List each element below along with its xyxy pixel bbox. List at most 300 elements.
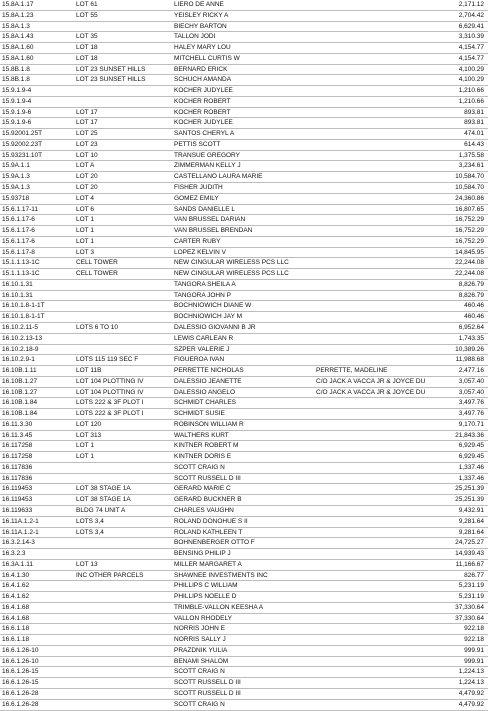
owner-name-cell: SANDS DANIELLE L (174, 205, 236, 213)
table-row (0, 431, 488, 442)
parcel-id-cell: 16.11A.1.2-1 (2, 517, 39, 525)
owner-name-cell: GERARD MARIE C (174, 485, 231, 493)
parcel-id-cell: 16.6.1.26-15 (2, 679, 39, 687)
amount-cell: 2,704.42 (458, 11, 484, 19)
lot-description-cell: LOT 38 STAGE 1A (76, 496, 131, 504)
amount-cell: 922.18 (464, 625, 484, 633)
owner-name-cell: KINTNER ROBERT M (174, 442, 239, 450)
care-of-cell: C/O JACK A VACCA JR & JOYCE DU (316, 377, 426, 385)
amount-cell: 4,100.29 (458, 65, 484, 73)
parcel-id-cell: 16.10B.1.27 (2, 377, 38, 385)
table-row (0, 409, 488, 420)
amount-cell: 893.81 (464, 119, 484, 127)
lot-description-cell: LOT 23 SUNSET HILLS (76, 76, 146, 84)
table-row (0, 506, 488, 517)
parcel-id-cell: 16.3A.1.11 (2, 560, 33, 568)
parcel-id-cell: 16.11.3.30 (2, 420, 33, 428)
owner-name-cell: CHARLES VAUGHN (174, 506, 234, 514)
parcel-id-cell: 16.4.1.62 (2, 593, 30, 601)
owner-name-cell: TANGORA SHEILA A (174, 280, 236, 288)
amount-cell: 1,224.13 (458, 679, 484, 687)
table-row (0, 667, 488, 678)
owner-name-cell: FIGUEROA IVAN (174, 356, 225, 364)
amount-cell: 3,234.61 (458, 162, 484, 170)
parcel-id-cell: 15.6.1.17-6 (2, 237, 35, 245)
table-row (0, 581, 488, 592)
table-row (0, 43, 488, 54)
table-row (0, 635, 488, 646)
owner-name-cell: KOCHER ROBERT (174, 108, 231, 116)
amount-cell: 16,752.29 (455, 237, 484, 245)
amount-cell: 16,807.65 (455, 205, 484, 213)
parcel-id-cell: 16.10.2.18-9 (2, 345, 39, 353)
amount-cell: 5,231.19 (458, 582, 484, 590)
owner-name-cell: SCHUCH AMANDA (174, 76, 232, 84)
amount-cell: 6,929.45 (458, 453, 484, 461)
parcel-id-cell: 16.10.2.9-1 (2, 356, 35, 364)
lot-description-cell: LOT 25 (76, 130, 98, 138)
lot-description-cell: LOTS 222 & 3F PLOT I (76, 410, 144, 418)
amount-cell: 3,310.39 (458, 33, 484, 41)
lot-description-cell: LOT 4 (76, 194, 94, 202)
owner-name-cell: NORRIS JOHN E (174, 625, 225, 633)
parcel-id-cell: 15.93231.10T (2, 151, 43, 159)
owner-name-cell: SCHMIDT CHARLES (174, 399, 237, 407)
table-row (0, 334, 488, 345)
table-row (0, 420, 488, 431)
parcel-id-cell: 16.4.1.68 (2, 603, 30, 611)
lot-description-cell: LOT 35 (76, 33, 98, 41)
table-row (0, 226, 488, 237)
amount-cell: 25,251.39 (455, 496, 484, 504)
table-row (0, 388, 488, 399)
parcel-id-cell: 15.92002.23T (2, 140, 43, 148)
table-row (0, 528, 488, 539)
table-row (0, 237, 488, 248)
amount-cell: 37,330.64 (455, 614, 484, 622)
table-row (0, 269, 488, 280)
parcel-id-cell: 15.92001.25T (2, 130, 43, 138)
table-row (0, 118, 488, 129)
owner-name-cell: SCOTT CRAIG N (174, 668, 225, 676)
owner-name-cell: SCOTT RUSSELL D III (174, 679, 241, 687)
owner-name-cell: BENAMI SHALOM (174, 657, 229, 665)
parcel-id-cell: 16.10.1.8-1-1T (2, 302, 45, 310)
owner-name-cell: SHAWNEE INVESTMENTS INC (174, 571, 268, 579)
table-row (0, 592, 488, 603)
parcel-id-cell: 16.4.1.62 (2, 582, 30, 590)
parcel-id-cell: 15.9.1.9-6 (2, 108, 32, 116)
owner-name-cell: TANGORA JOHN P (174, 291, 231, 299)
owner-name-cell: BERNARD ERICK (174, 65, 228, 73)
parcel-id-cell: 15.8A.1.43 (2, 33, 34, 41)
table-row (0, 215, 488, 226)
lot-description-cell: LOT 20 (76, 173, 98, 181)
owner-name-cell: ROLAND KATHLEEN T (174, 528, 243, 536)
owner-name-cell: VAN BRUSSEL BRENDAN (174, 227, 253, 235)
owner-name-cell: SANTOS CHERYL A (174, 130, 235, 138)
owner-name-cell: KOCHER JUDYLEE (174, 119, 233, 127)
table-row (0, 86, 488, 97)
amount-cell: 6,952.64 (458, 323, 484, 331)
amount-cell: 999.91 (464, 646, 484, 654)
parcel-id-cell: 16.117836 (2, 463, 33, 471)
parcel-id-cell: 15.9.1.9-4 (2, 97, 32, 105)
lot-description-cell: LOT 11B (76, 367, 102, 375)
table-row (0, 678, 488, 689)
care-of-cell: C/O JACK A VACCA JR & JOYCE DU (316, 388, 426, 396)
table-row (0, 657, 488, 668)
amount-cell: 6,629.41 (458, 22, 484, 30)
amount-cell: 2,477.16 (458, 367, 484, 375)
amount-cell: 3,497.76 (458, 399, 484, 407)
lot-description-cell: LOT 10 (76, 151, 98, 159)
lot-description-cell: LOT 23 (76, 140, 98, 148)
owner-name-cell: DALESSIO GIOVANNI B JR (174, 323, 256, 331)
care-of-cell: PERRETTE, MADELINE (316, 367, 388, 375)
amount-cell: 1,210.66 (458, 87, 484, 95)
amount-cell: 999.91 (464, 657, 484, 665)
owner-name-cell: BOCHNIOWICH JAY M (174, 313, 243, 321)
amount-cell: 14,939.43 (455, 550, 484, 558)
amount-cell: 826.77 (464, 571, 484, 579)
owner-name-cell: SZPER VALERIE J (174, 345, 230, 353)
lot-description-cell: LOT 55 (76, 11, 98, 19)
amount-cell: 9,170.71 (458, 420, 484, 428)
amount-cell: 4,479.92 (458, 700, 484, 708)
amount-cell: 21,843.36 (455, 431, 484, 439)
parcel-id-cell: 15.6.1.17-6 (2, 227, 35, 235)
parcel-id-cell: 15.9.1.9-6 (2, 119, 32, 127)
parcel-id-cell: 16.10B.1.84 (2, 410, 38, 418)
owner-name-cell: NEW CINGULAR WIRELESS PCS LLC (174, 259, 289, 267)
table-row (0, 0, 488, 11)
parcel-id-cell: 15.6.1.17-8 (2, 248, 35, 256)
lot-description-cell: LOT 17 (76, 108, 98, 116)
owner-name-cell: YEISLEY RICKY A (174, 11, 229, 19)
owner-name-cell: GERARD BUCKNER B (174, 496, 242, 504)
lot-description-cell: LOT 313 (76, 431, 102, 439)
owner-name-cell: CARTER RUBY (174, 237, 221, 245)
table-row (0, 22, 488, 33)
amount-cell: 9,281.64 (458, 517, 484, 525)
owner-name-cell: LEWIS CARLEAN R (174, 334, 234, 342)
lot-description-cell: CELL TOWER (76, 259, 118, 267)
lot-description-cell: LOT 120 (76, 420, 102, 428)
table-row (0, 646, 488, 657)
table-row (0, 366, 488, 377)
table-row (0, 484, 488, 495)
table-row (0, 151, 488, 162)
owner-name-cell: LOPEZ KELVIN V (174, 248, 226, 256)
owner-name-cell: HALEY MARY LOU (174, 44, 231, 52)
parcel-id-cell: 16.10.2.11-5 (2, 323, 39, 331)
amount-cell: 474.01 (464, 130, 484, 138)
table-row (0, 700, 488, 711)
lot-description-cell: LOTS 3,4 (76, 517, 104, 525)
parcel-id-cell: 15.9A.1.1 (2, 162, 30, 170)
amount-cell: 1,337.46 (458, 474, 484, 482)
amount-cell: 4,479.92 (458, 690, 484, 697)
owner-name-cell: SCHMIDT SUSIE (174, 410, 225, 418)
amount-cell: 1,375.58 (458, 151, 484, 159)
table-row (0, 248, 488, 259)
table-row (0, 538, 488, 549)
amount-cell: 1,210.66 (458, 97, 484, 105)
table-row (0, 345, 488, 356)
amount-cell: 3,497.76 (458, 410, 484, 418)
amount-cell: 6,929.45 (458, 442, 484, 450)
owner-name-cell: ROBINSON WILLIAM R (174, 420, 244, 428)
table-row (0, 441, 488, 452)
parcel-id-cell: 16.10B.1.27 (2, 388, 38, 396)
parcel-id-cell: 15.9A.1.3 (2, 173, 30, 181)
table-row (0, 517, 488, 528)
parcel-id-cell: 16.6.1.26-28 (2, 690, 39, 697)
lot-description-cell: LOT 104 PLOTTING IV (76, 388, 144, 396)
table-row (0, 291, 488, 302)
table-row (0, 97, 488, 108)
parcel-id-cell: 16.6.1.26-10 (2, 646, 39, 654)
amount-cell: 24,725.27 (455, 539, 484, 547)
amount-cell: 460.46 (464, 302, 484, 310)
table-row (0, 312, 488, 323)
amount-cell: 1,337.46 (458, 463, 484, 471)
parcel-id-cell: 15.8B.1.8 (2, 76, 30, 84)
lot-description-cell: LOT 3 (76, 248, 94, 256)
owner-name-cell: CASTELLANO LAURA MARIE (174, 173, 263, 181)
lot-description-cell: LOT A (76, 162, 95, 170)
amount-cell: 3,057.40 (458, 388, 484, 396)
parcel-id-cell: 16.4.1.30 (2, 571, 30, 579)
amount-cell: 4,100.29 (458, 76, 484, 84)
table-row (0, 54, 488, 65)
owner-name-cell: PHILLIPS C WILLIAM (174, 582, 238, 590)
owner-name-cell: WALTHERS KURT (174, 431, 229, 439)
owner-name-cell: PETTIS SCOTT (174, 140, 221, 148)
amount-cell: 8,826.79 (458, 280, 484, 288)
owner-name-cell: KOCHER ROBERT (174, 97, 231, 105)
parcel-id-cell: 16.119453 (2, 496, 33, 504)
amount-cell: 922.18 (464, 636, 484, 644)
parcel-id-cell: 16.6.1.26-15 (2, 668, 39, 676)
amount-cell: 614.43 (464, 140, 484, 148)
table-row (0, 452, 488, 463)
table-row (0, 108, 488, 119)
lot-description-cell: LOT 1 (76, 237, 94, 245)
parcel-id-cell: 15.8B.1.8 (2, 65, 30, 73)
table-row (0, 301, 488, 312)
table-row (0, 161, 488, 172)
amount-cell: 22,244.08 (455, 259, 484, 267)
amount-cell: 10,389.26 (455, 345, 484, 353)
lot-description-cell: LOT 38 STAGE 1A (76, 485, 131, 493)
amount-cell: 1,224.13 (458, 668, 484, 676)
lot-description-cell: LOTS 6 TO 10 (76, 323, 119, 331)
table-row (0, 560, 488, 571)
amount-cell: 24,360.86 (455, 194, 484, 202)
lot-description-cell: LOT 104 PLOTTING IV (76, 377, 144, 385)
parcel-id-cell: 16.119453 (2, 485, 33, 493)
parcel-id-cell: 16.6.1.18 (2, 625, 30, 633)
amount-cell: 5,231.19 (458, 593, 484, 601)
owner-name-cell: SCOTT CRAIG N (174, 463, 225, 471)
table-row (0, 183, 488, 194)
table-row (0, 129, 488, 140)
parcel-id-cell: 16.4.1.68 (2, 614, 30, 622)
table-row (0, 280, 488, 291)
owner-name-cell: BOHNENBERGER OTTO F (174, 539, 255, 547)
parcel-id-cell: 15.8A.1.60 (2, 44, 34, 52)
parcel-id-cell: 16.10.2.13-13 (2, 334, 43, 342)
lot-description-cell: LOT 61 (76, 1, 98, 8)
owner-name-cell: KINTNER DORIS E (174, 453, 232, 461)
owner-name-cell: FISHER JUDITH (174, 184, 223, 192)
table-row (0, 258, 488, 269)
parcel-id-cell: 16.10.1.31 (2, 280, 33, 288)
owner-name-cell: SCOTT RUSSELL D III (174, 690, 241, 697)
table-row (0, 377, 488, 388)
owner-name-cell: PERRETTE NICHOLAS (174, 367, 244, 375)
amount-cell: 16,752.29 (455, 227, 484, 235)
owner-name-cell: GOMEZ EMILY (174, 194, 219, 202)
parcel-id-cell: 16.117258 (2, 442, 33, 450)
table-row (0, 140, 488, 151)
lot-description-cell: LOT 17 (76, 119, 98, 127)
lot-description-cell: LOT 1 (76, 453, 94, 461)
lot-description-cell: LOT 13 (76, 560, 98, 568)
lot-description-cell: LOT 23 SUNSET HILLS (76, 65, 146, 73)
owner-name-cell: LIERO DE ANNE (174, 1, 224, 8)
lot-description-cell: INC OTHER PARCELS (76, 571, 144, 579)
amount-cell: 460.46 (464, 313, 484, 321)
parcel-id-cell: 16.10B.1.11 (2, 367, 37, 375)
parcel-id-cell: 16.117258 (2, 453, 33, 461)
amount-cell: 10,584.70 (455, 173, 484, 181)
parcel-id-cell: 15.6.1.17-6 (2, 216, 35, 224)
table-row (0, 624, 488, 635)
parcel-id-cell: 16.119633 (2, 506, 33, 514)
lot-description-cell: LOT 18 (76, 44, 98, 52)
owner-name-cell: NEW CINGULAR WIRELESS PCS LLC (174, 270, 289, 278)
amount-cell: 16,752.29 (455, 216, 484, 224)
table-row (0, 75, 488, 86)
table-row (0, 614, 488, 625)
amount-cell: 4,154.77 (458, 44, 484, 52)
lot-description-cell: LOTS 115 119 SEC F (76, 356, 139, 364)
table-row (0, 65, 488, 76)
table-row (0, 323, 488, 334)
parcel-id-cell: 16.10.1.31 (2, 291, 33, 299)
parcel-id-cell: 15.8A.1.60 (2, 54, 34, 62)
table-row (0, 603, 488, 614)
owner-name-cell: VAN BRUSSEL DARIAN (174, 216, 246, 224)
parcel-id-cell: 15.93718 (2, 194, 30, 202)
owner-name-cell: BOCHNIOWICH DIANE W (174, 302, 252, 310)
lot-description-cell: LOT 18 (76, 54, 98, 62)
owner-name-cell: DALESSIO ANGELO (174, 388, 236, 396)
lot-description-cell: LOT 20 (76, 184, 98, 192)
table-row (0, 398, 488, 409)
amount-cell: 37,330.64 (455, 603, 484, 611)
table-row (0, 474, 488, 485)
parcel-id-cell: 15.6.1.17-11 (2, 205, 39, 213)
owner-name-cell: SCOTT RUSSELL D III (174, 474, 241, 482)
owner-name-cell: TALLON JODI (174, 33, 216, 41)
owner-name-cell: TRIMBLE-VALLON KEESHA A (174, 603, 264, 611)
amount-cell: 3,057.40 (458, 377, 484, 385)
owner-name-cell: BIECHY BARTON (174, 22, 227, 30)
parcel-id-cell: 15.1.1.13-1C (2, 270, 40, 278)
amount-cell: 10,584.70 (455, 184, 484, 192)
parcel-id-cell: 16.11A.1.2-1 (2, 528, 39, 536)
parcel-id-cell: 16.6.1.26-10 (2, 657, 39, 665)
table-row (0, 495, 488, 506)
owner-name-cell: ROLAND DONOHUE S II (174, 517, 248, 525)
amount-cell: 11,988.68 (455, 356, 484, 364)
table-row (0, 463, 488, 474)
lot-description-cell: LOT 1 (76, 442, 94, 450)
lot-description-cell: LOTS 222 & 3F PLOT I (76, 399, 144, 407)
amount-cell: 22,244.08 (455, 270, 484, 278)
amount-cell: 11,166.67 (455, 560, 484, 568)
parcel-id-cell: 15.9A.1.3 (2, 184, 30, 192)
parcel-id-cell: 16.10.1.8-1-1T (2, 313, 45, 321)
owner-name-cell: DALESSIO JEANETTE (174, 377, 242, 385)
owner-name-cell: MILLER MARGARET A (174, 560, 242, 568)
parcel-id-cell: 16.11.3.45 (2, 431, 33, 439)
amount-cell: 14,845.95 (455, 248, 484, 256)
lot-description-cell: LOT 6 (76, 205, 94, 213)
amount-cell: 893.81 (464, 108, 484, 116)
parcel-id-cell: 15.9.1.9-4 (2, 87, 32, 95)
amount-cell: 2,171.12 (458, 1, 484, 8)
lot-description-cell: BLDG 74 UNIT A (76, 506, 126, 514)
table-row (0, 194, 488, 205)
owner-name-cell: MITCHELL CURTIS W (174, 54, 240, 62)
parcel-id-cell: 15.8A.1.17 (2, 1, 34, 8)
lot-description-cell: LOT 1 (76, 227, 94, 235)
owner-name-cell: SCOTT CRAIG N (174, 700, 225, 708)
parcel-id-cell: 15.8A.1.3 (2, 22, 30, 30)
owner-name-cell: VALLON RHODELY (174, 614, 232, 622)
parcel-id-cell: 16.117836 (2, 474, 33, 482)
lot-description-cell: LOT 1 (76, 216, 94, 224)
parcel-id-cell: 16.3.2.3 (2, 550, 26, 558)
parcel-id-cell: 16.6.1.26-28 (2, 700, 39, 708)
lot-description-cell: CELL TOWER (76, 270, 118, 278)
table-row (0, 571, 488, 582)
table-row (0, 11, 488, 22)
table-row (0, 549, 488, 560)
parcel-id-cell: 15.1.1.13-1C (2, 259, 40, 267)
owner-name-cell: NORRIS SALLY J (174, 636, 226, 644)
table-row (0, 689, 488, 700)
amount-cell: 9,432.91 (458, 506, 484, 514)
owner-name-cell: PHILLIPS NOELLE D (174, 593, 237, 601)
table-row (0, 355, 488, 366)
lot-description-cell: LOTS 3,4 (76, 528, 104, 536)
parcel-id-cell: 16.3.2.14-3 (2, 539, 35, 547)
table-row (0, 205, 488, 216)
owner-name-cell: TRANSUE GREGORY (174, 151, 240, 159)
owner-name-cell: BENSING PHILIP J (174, 550, 231, 558)
parcel-id-cell: 15.8A.1.23 (2, 11, 34, 19)
parcel-id-cell: 16.10B.1.84 (2, 399, 38, 407)
amount-cell: 25,251.39 (455, 485, 484, 493)
owner-name-cell: KOCHER JUDYLEE (174, 87, 233, 95)
owner-name-cell: PRAZDNIK YULIA (174, 646, 228, 654)
